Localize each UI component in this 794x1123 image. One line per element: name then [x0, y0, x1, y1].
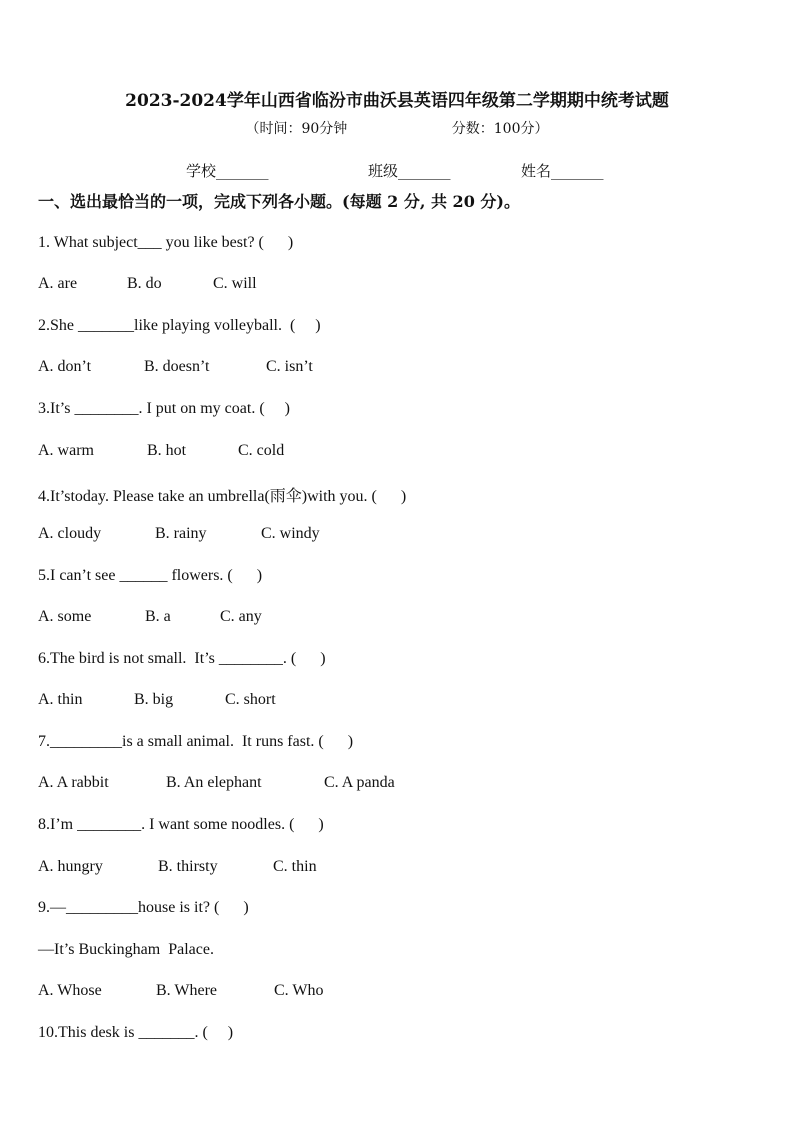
- time-label: （时间：90分钟: [245, 121, 348, 137]
- option-a: A. cloudy: [38, 525, 102, 542]
- question-7: 7._________is a small animal. It runs fast. ( ): [38, 733, 354, 750]
- question-8: 8.I’m ________. I want some noodles. ( ): [38, 816, 324, 833]
- question-9: 9.—_________house is it? ( ): [38, 899, 249, 916]
- option-b: B. Where: [156, 982, 218, 999]
- class-field: 班级_______: [368, 162, 451, 180]
- question-2: 2.She _______like playing volleyball. ( ): [38, 317, 321, 334]
- option-a: A. are: [38, 275, 78, 292]
- question-6: 6.The bird is not small. It’s ________. ( ): [38, 650, 326, 667]
- option-a: A. some: [38, 608, 92, 625]
- question-3: 3.It’s ________. I put on my coat. ( ): [38, 400, 290, 417]
- option-c: C. windy: [261, 525, 320, 542]
- option-a: A. Whose: [38, 982, 102, 999]
- option-b: B. big: [134, 691, 174, 708]
- option-b: B. a: [145, 608, 171, 625]
- option-a: A. warm: [38, 442, 94, 459]
- question-4: 4.It’stoday. Please take an umbrella(雨伞)with you. ( ): [38, 488, 407, 505]
- option-c: C. short: [225, 691, 276, 708]
- option-c: C. thin: [273, 858, 317, 875]
- option-c: C. isn’t: [266, 358, 313, 375]
- option-b: B. do: [127, 275, 162, 292]
- score-label: 分数：100分）: [451, 121, 549, 137]
- option-a: A. don’t: [38, 358, 92, 375]
- option-c: C. cold: [238, 442, 285, 459]
- question-10: 10.This desk is _______. ( ): [38, 1024, 234, 1041]
- option-a: A. A rabbit: [38, 774, 109, 791]
- option-c: C. any: [220, 608, 262, 625]
- school-field: 学校_______: [186, 162, 269, 180]
- question-9-response: —It’s Buckingham Palace.: [38, 941, 214, 958]
- question-1: 1. What subject___ you like best? ( ): [38, 234, 294, 251]
- section-heading: 一、选出最恰当的一项，完成下列各小题。(每题 2 分, 共 20 分)。: [38, 192, 520, 211]
- name-field: 姓名_______: [521, 162, 604, 180]
- question-5: 5.I can’t see ______ flowers. ( ): [38, 567, 263, 584]
- option-b: B. hot: [147, 442, 187, 459]
- option-b: B. rainy: [155, 525, 207, 542]
- option-a: A. thin: [38, 691, 83, 708]
- option-b: B. thirsty: [158, 858, 218, 875]
- option-b: B. An elephant: [166, 774, 262, 791]
- option-b: B. doesn’t: [144, 358, 210, 375]
- option-c: C. Who: [274, 982, 324, 999]
- option-c: C. will: [213, 275, 257, 292]
- option-c: C. A panda: [324, 774, 395, 791]
- option-a: A. hungry: [38, 858, 103, 875]
- page-title: 2023-2024学年山西省临汾市曲沃县英语四年级第二学期期中统考试题: [125, 91, 669, 111]
- exam-meta: [0, 118, 794, 138]
